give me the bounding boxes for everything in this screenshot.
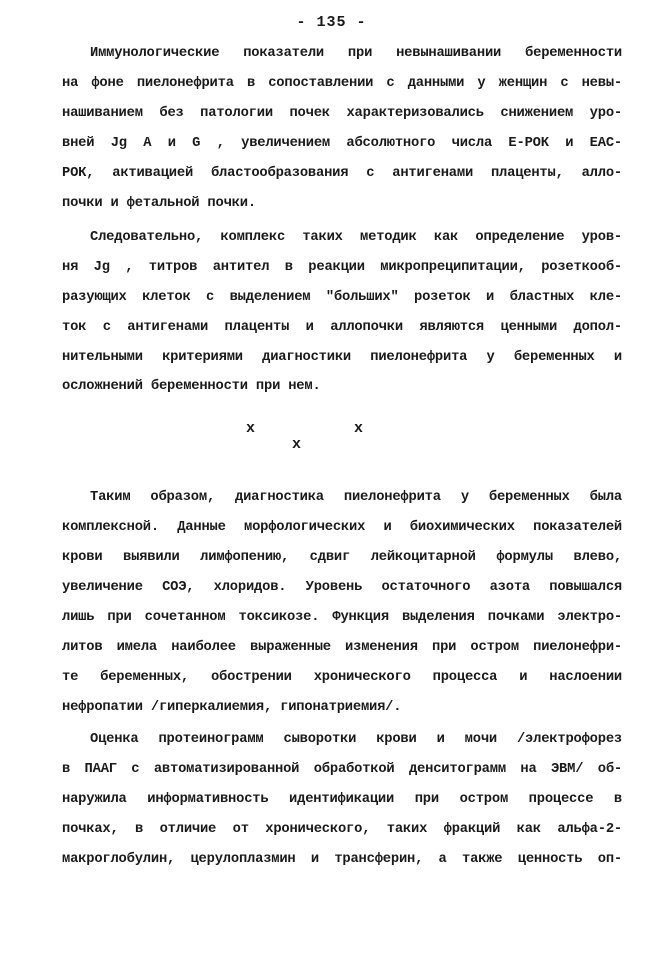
text-line: нашиванием без патологии почек характеризовались снижением уро- (62, 106, 622, 121)
text-line: почках, в отличие от хронического, таких фракций как альфа-2- (62, 822, 622, 837)
separator-mark: x (354, 420, 364, 437)
text-line: нефропатии /гиперкалиемия, гипонатриемия/. (62, 700, 402, 715)
text-line: наружила информативность идентификации при остром процессе в (62, 792, 622, 807)
text-line: РОК, активацией бластообразования с антигенами плаценты, алло- (62, 166, 622, 181)
text-line: комплексной. Данные морфологических и биохимических показателей (62, 520, 622, 535)
separator-mark: x (246, 420, 256, 437)
text-line: в ПААГ с автоматизированной обработкой денситограмм на ЭВМ/ об- (62, 762, 622, 777)
separator-mark: x (292, 436, 302, 453)
text-line: Иммунологические показатели при невынашивании беременности (90, 46, 622, 61)
text-line: на фоне пиелонефрита в сопоставлении с данными у женщин с невы- (62, 76, 622, 91)
page-number: - 135 - (296, 14, 367, 31)
text-line: увеличение СОЭ, хлоридов. Уровень остаточного азота повышался (62, 580, 622, 595)
text-line: те беременных, обострении хронического процесса и наслоении (62, 670, 622, 685)
text-line: Таким образом, диагностика пиелонефрита у беременных была (90, 490, 622, 505)
text-line: нительными критериями диагностики пиелонефрита у беременных и (62, 350, 622, 365)
text-line: вней Jg А и G , увеличением абсолютного числа Е-РОК и ЕАС- (62, 136, 622, 151)
text-line: почки и фетальной почки. (62, 196, 256, 211)
text-line: Оценка протеинограмм сыворотки крови и мочи /электрофорез (90, 732, 622, 747)
text-line: Следовательно, комплекс таких методик как определение уров- (90, 230, 622, 245)
text-line: ня Jg , титров антител в реакции микропреципитации, розеткооб- (62, 260, 622, 275)
text-line: крови выявили лимфопению, сдвиг лейкоцитарной формулы влево, (62, 550, 622, 565)
text-line: литов имела наиболее выраженные изменения при остром пиелонефри- (62, 640, 622, 655)
text-line: ток с антигенами плаценты и аллопочки являются ценными допол- (62, 320, 622, 335)
text-line: осложнений беременности при нем. (62, 379, 321, 394)
text-line: разующих клеток с выделением "больших" розеток и бластных кле- (62, 290, 622, 305)
text-line: макроглобулин, церулоплазмин и трансферин, а также ценность оп- (62, 852, 622, 867)
text-line: лишь при сочетанном токсикозе. Функция выделения почками электро- (62, 610, 622, 625)
